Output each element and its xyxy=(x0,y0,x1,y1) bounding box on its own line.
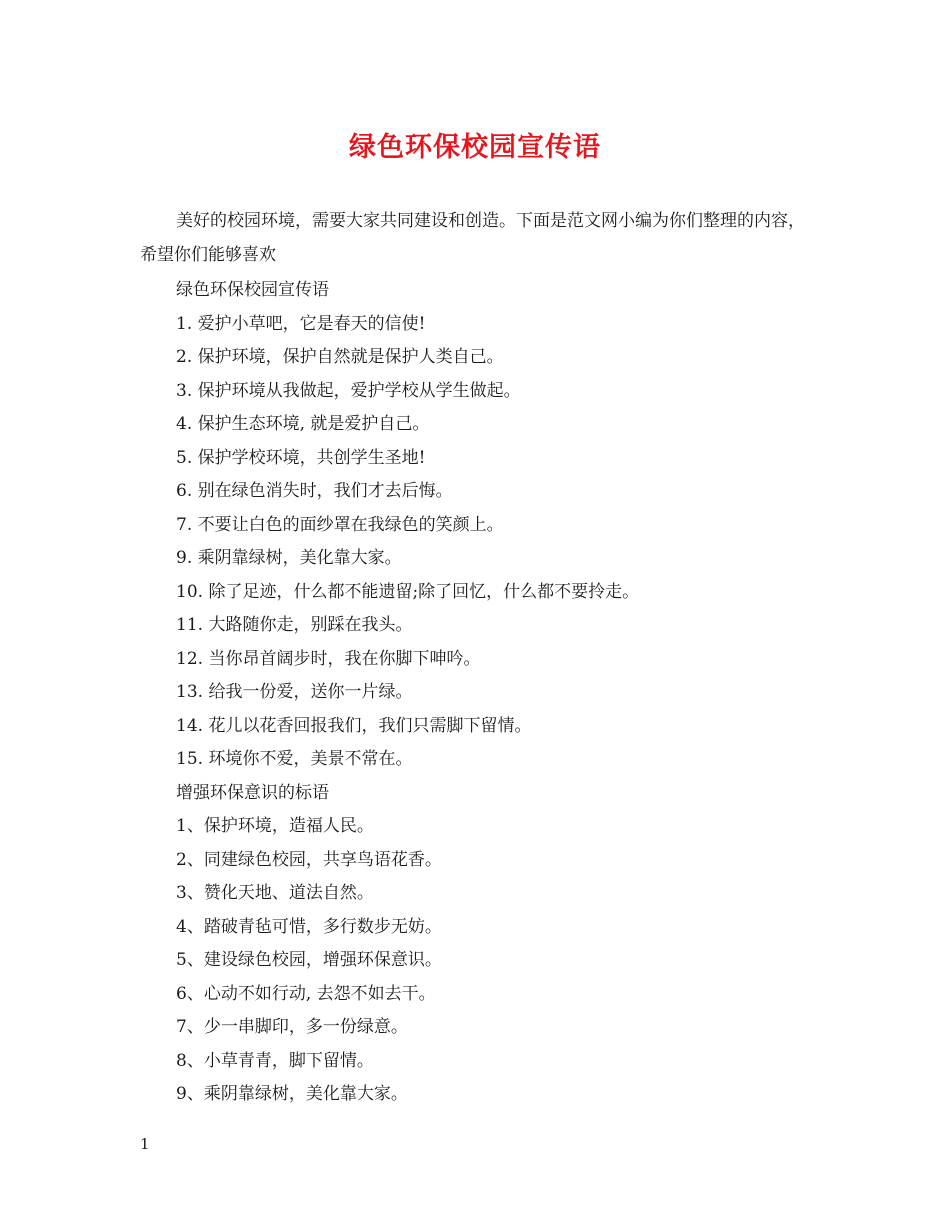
list-item: 3、赞化天地、道法自然。 xyxy=(176,883,374,903)
list-item: 2. 保护环境，保护自然就是保护人类自己。 xyxy=(176,347,504,367)
slogan-list xyxy=(176,274,816,1112)
list-item: 11. 大路随你走，别踩在我头。 xyxy=(176,615,413,635)
list-item: 9. 乘阴靠绿树，美化靠大家。 xyxy=(176,548,402,568)
list-item: 7、少一串脚印，多一份绿意。 xyxy=(176,1017,408,1037)
list-item: 5、建设绿色校园，增强环保意识。 xyxy=(176,950,442,970)
list-item: 13. 给我一份爱，送你一片绿。 xyxy=(176,682,413,702)
list-item: 2、同建绿色校园，共享鸟语花香。 xyxy=(176,849,442,870)
list-item: 15. 环境你不爱，美景不常在。 xyxy=(176,749,413,769)
page-title: 绿色环保校园宣传语 xyxy=(349,132,601,163)
page-number: 1 xyxy=(140,1135,150,1153)
list-item: 4、踏破青毡可惜，多行数步无妨。 xyxy=(176,916,442,937)
list-item: 6. 别在绿色消失时，我们才去后悔。 xyxy=(176,481,453,501)
list-item: 4. 保护生态环境, 就是爱护自己。 xyxy=(176,414,430,434)
section-heading-campus-slogans: 绿色环保校园宣传语 xyxy=(176,280,329,300)
section-heading-awareness-slogans: 增强环保意识的标语 xyxy=(176,782,329,803)
list-item: 1. 爱护小草吧，它是春天的信使! xyxy=(176,313,426,334)
list-item: 8、小草青青，脚下留情。 xyxy=(176,1050,374,1071)
intro-paragraph: 美好的校园环境，需要大家共同建设和创造。下面是范文网小编为你们整理的内容，希望你们能够喜欢 xyxy=(140,211,805,265)
list-item: 7. 不要让白色的面纱罩在我绿色的笑颜上。 xyxy=(176,514,504,535)
list-item: 3. 保护环境从我做起，爱护学校从学生做起。 xyxy=(176,380,521,401)
list-item: 9、乘阴靠绿树，美化靠大家。 xyxy=(176,1084,408,1104)
list-item: 5. 保护学校环境，共创学生圣地! xyxy=(176,447,426,468)
list-item: 1、保护环境，造福人民。 xyxy=(176,816,374,836)
list-item: 6、心动不如行动, 去怨不如去干。 xyxy=(176,983,436,1004)
list-item: 12. 当你昂首阔步时，我在你脚下呻吟。 xyxy=(176,648,481,669)
list-item: 14. 花儿以花香回报我们，我们只需脚下留情。 xyxy=(176,715,532,736)
list-item: 10. 除了足迹，什么都不能遗留;除了回忆，什么都不要拎走。 xyxy=(176,581,640,602)
